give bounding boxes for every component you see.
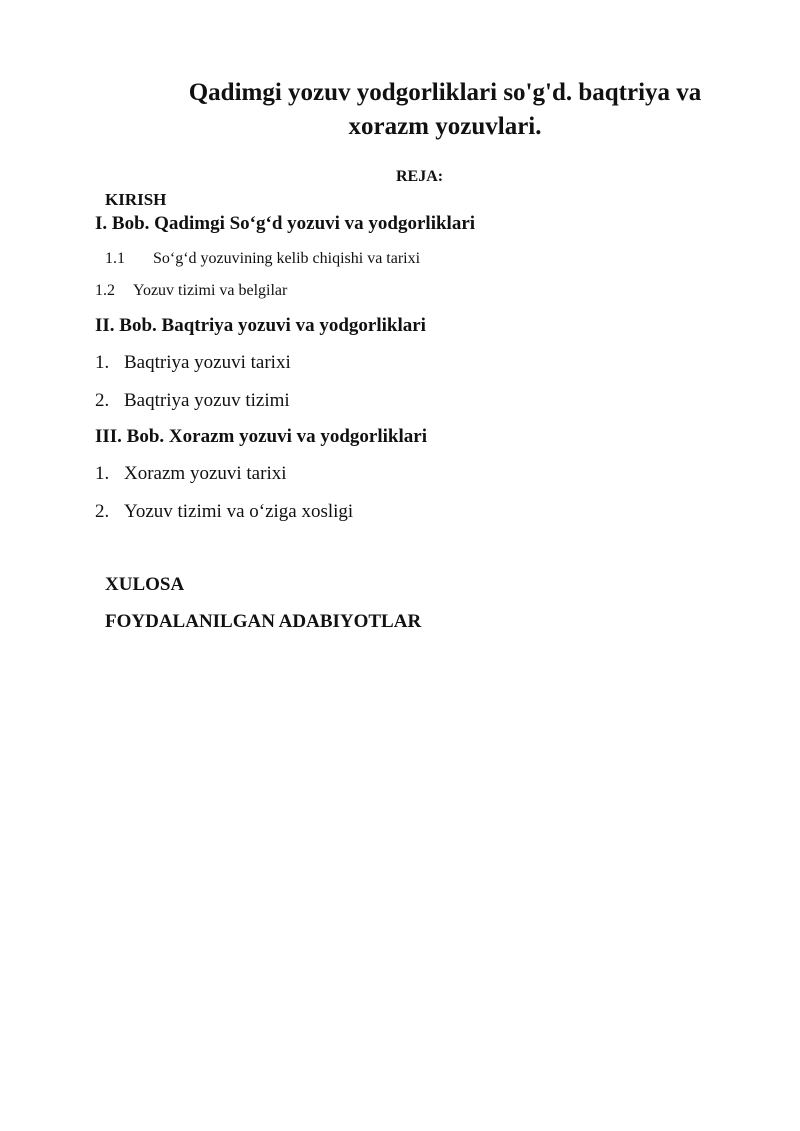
item-number: 1.1 (105, 250, 125, 267)
item-number: 1.2 (95, 282, 115, 299)
plan-heading: REJA: (396, 168, 444, 185)
item-text: Xorazm yozuvi tarixi (124, 463, 287, 484)
chapter-2-heading: II. Bob. Baqtriya yozuvi va yodgorliklari (95, 315, 426, 336)
chapter-3-item-2 (95, 501, 353, 523)
chapter-2-item-2 (95, 390, 290, 412)
chapter-1-item-1 (105, 250, 420, 268)
item-number: 2. (95, 501, 110, 522)
chapter-1-heading: I. Bob. Qadimgi So‘g‘d yozuvi va yodgorliklari (95, 213, 476, 234)
item-text: So‘g‘d yozuvining kelib chiqishi va tarixi (153, 250, 421, 267)
item-text: Baqtriya yozuvi tarixi (124, 352, 291, 373)
item-text: Yozuv tizimi va o‘ziga xosligi (124, 501, 354, 522)
item-number: 2. (95, 390, 110, 411)
item-text: Baqtriya yozuv tizimi (124, 390, 290, 411)
chapter-2-item-1 (95, 352, 291, 374)
references-heading: FOYDALANILGAN ADABIYOTLAR (105, 611, 422, 632)
item-number: 1. (95, 352, 110, 373)
chapter-3-item-1 (95, 463, 287, 485)
document-title: Qadimgi yozuv yodgorliklari so'g'd. baqtriya va xorazm yozuvlari. (188, 79, 702, 140)
conclusion-heading: XULOSA (105, 574, 185, 595)
chapter-1-item-2 (95, 282, 287, 300)
item-text: Yozuv tizimi va belgilar (133, 282, 288, 299)
intro-heading: KIRISH (105, 190, 167, 209)
item-number: 1. (95, 463, 110, 484)
chapter-3-heading: III. Bob. Xorazm yozuvi va yodgorliklari (95, 426, 427, 447)
